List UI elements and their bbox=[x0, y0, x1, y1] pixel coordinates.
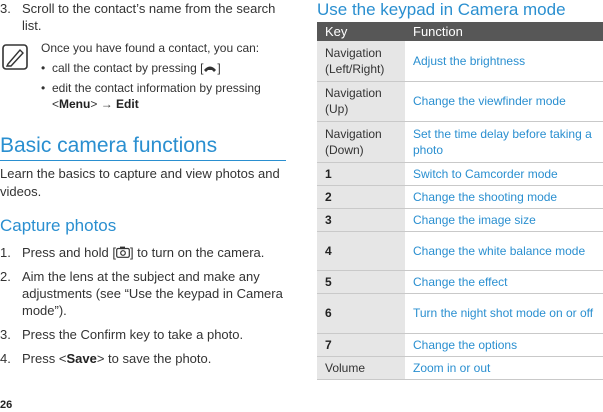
function-cell: Change the effect bbox=[405, 270, 603, 293]
edit-option-label: Edit bbox=[116, 97, 139, 111]
bullet: • bbox=[41, 61, 46, 75]
note-item-text: edit the contact information by pressing < bbox=[52, 81, 261, 111]
menu-softkey-label: Menu bbox=[59, 97, 91, 111]
keypad-function-table bbox=[317, 22, 603, 380]
note-item-edit bbox=[41, 80, 286, 112]
step-number: 2. bbox=[0, 269, 11, 284]
step-number: 3. bbox=[0, 327, 11, 342]
step-number: 4. bbox=[0, 351, 11, 366]
column-header-function: Function bbox=[405, 22, 603, 41]
key-cell: 3 bbox=[317, 208, 405, 231]
key-cell: 7 bbox=[317, 333, 405, 356]
page-number: 26 bbox=[0, 399, 13, 411]
column-header-key: Key bbox=[317, 22, 405, 41]
step-text: Scroll to the contact’s name from the search list. bbox=[22, 1, 276, 33]
subheading-capture-photos: Capture photos bbox=[0, 216, 117, 235]
step-text: Press < bbox=[22, 351, 67, 366]
heading-underline bbox=[0, 160, 286, 161]
step-text: Press and hold [ bbox=[22, 245, 116, 260]
step-text: Press the Confirm key to take a photo. bbox=[22, 327, 244, 342]
table-row bbox=[317, 333, 603, 356]
note-box bbox=[0, 36, 288, 116]
step-2 bbox=[0, 268, 290, 319]
step-number: 1. bbox=[0, 245, 11, 260]
keypad-section-title: Use the keypad in Camera mode bbox=[317, 0, 566, 19]
key-cell: Navigation (Down) bbox=[317, 121, 405, 162]
camera-key-icon bbox=[116, 246, 130, 258]
key-cell: 6 bbox=[317, 293, 405, 333]
key-cell: Navigation (Up) bbox=[317, 81, 405, 121]
step-text-suffix: ] to turn on the camera. bbox=[129, 245, 265, 260]
function-cell: Switch to Camcorder mode bbox=[405, 162, 603, 185]
function-cell: Zoom in or out bbox=[405, 356, 603, 379]
step-3 bbox=[0, 326, 290, 343]
function-cell: Change the viewfinder mode bbox=[405, 81, 603, 121]
step-text-suffix: > to save the photo. bbox=[96, 351, 212, 366]
key-cell: 5 bbox=[317, 270, 405, 293]
save-softkey-label: Save bbox=[66, 351, 97, 366]
note-item-call bbox=[41, 60, 286, 76]
call-key-icon bbox=[203, 64, 217, 73]
table-row bbox=[317, 293, 603, 333]
function-cell: Turn the night shot mode on or off bbox=[405, 293, 603, 333]
key-cell: 4 bbox=[317, 231, 405, 270]
note-item-text: call the contact by pressing [ bbox=[52, 61, 204, 75]
function-cell: Change the image size bbox=[405, 208, 603, 231]
table-row bbox=[317, 121, 603, 162]
note-pencil-icon bbox=[2, 44, 28, 70]
intro-paragraph: Learn the basics to capture and view photos and videos. bbox=[0, 166, 280, 199]
note-item-suffix: ] bbox=[217, 61, 221, 75]
table-row bbox=[317, 185, 603, 208]
section-heading-basic-camera: Basic camera functions bbox=[0, 134, 218, 157]
key-cell: 1 bbox=[317, 162, 405, 185]
table-header-row bbox=[317, 22, 603, 41]
function-cell: Set the time delay before taking a photo bbox=[405, 121, 603, 162]
table-row bbox=[317, 208, 603, 231]
table-row bbox=[317, 41, 603, 81]
key-cell: Navigation (Left/Right) bbox=[317, 41, 405, 81]
note-arrow: > → bbox=[90, 97, 117, 111]
step-text: Aim the lens at the subject and make any adjustments (see “Use the keypad in Camera mode”). bbox=[22, 269, 283, 318]
table-row bbox=[317, 356, 603, 379]
function-cell: Adjust the brightness bbox=[405, 41, 603, 81]
function-cell: Change the shooting mode bbox=[405, 185, 603, 208]
note-intro: Once you have found a contact, you can: bbox=[41, 41, 260, 55]
key-cell: 2 bbox=[317, 185, 405, 208]
table-row bbox=[317, 231, 603, 270]
table-row bbox=[317, 270, 603, 293]
key-cell: Volume bbox=[317, 356, 405, 379]
table-row bbox=[317, 81, 603, 121]
step-number: 3. bbox=[0, 1, 11, 16]
bullet: • bbox=[41, 81, 46, 95]
function-cell: Change the white balance mode bbox=[405, 231, 603, 270]
step-1 bbox=[0, 244, 290, 261]
step-4 bbox=[0, 350, 290, 367]
table-row bbox=[317, 162, 603, 185]
function-cell: Change the options bbox=[405, 333, 603, 356]
